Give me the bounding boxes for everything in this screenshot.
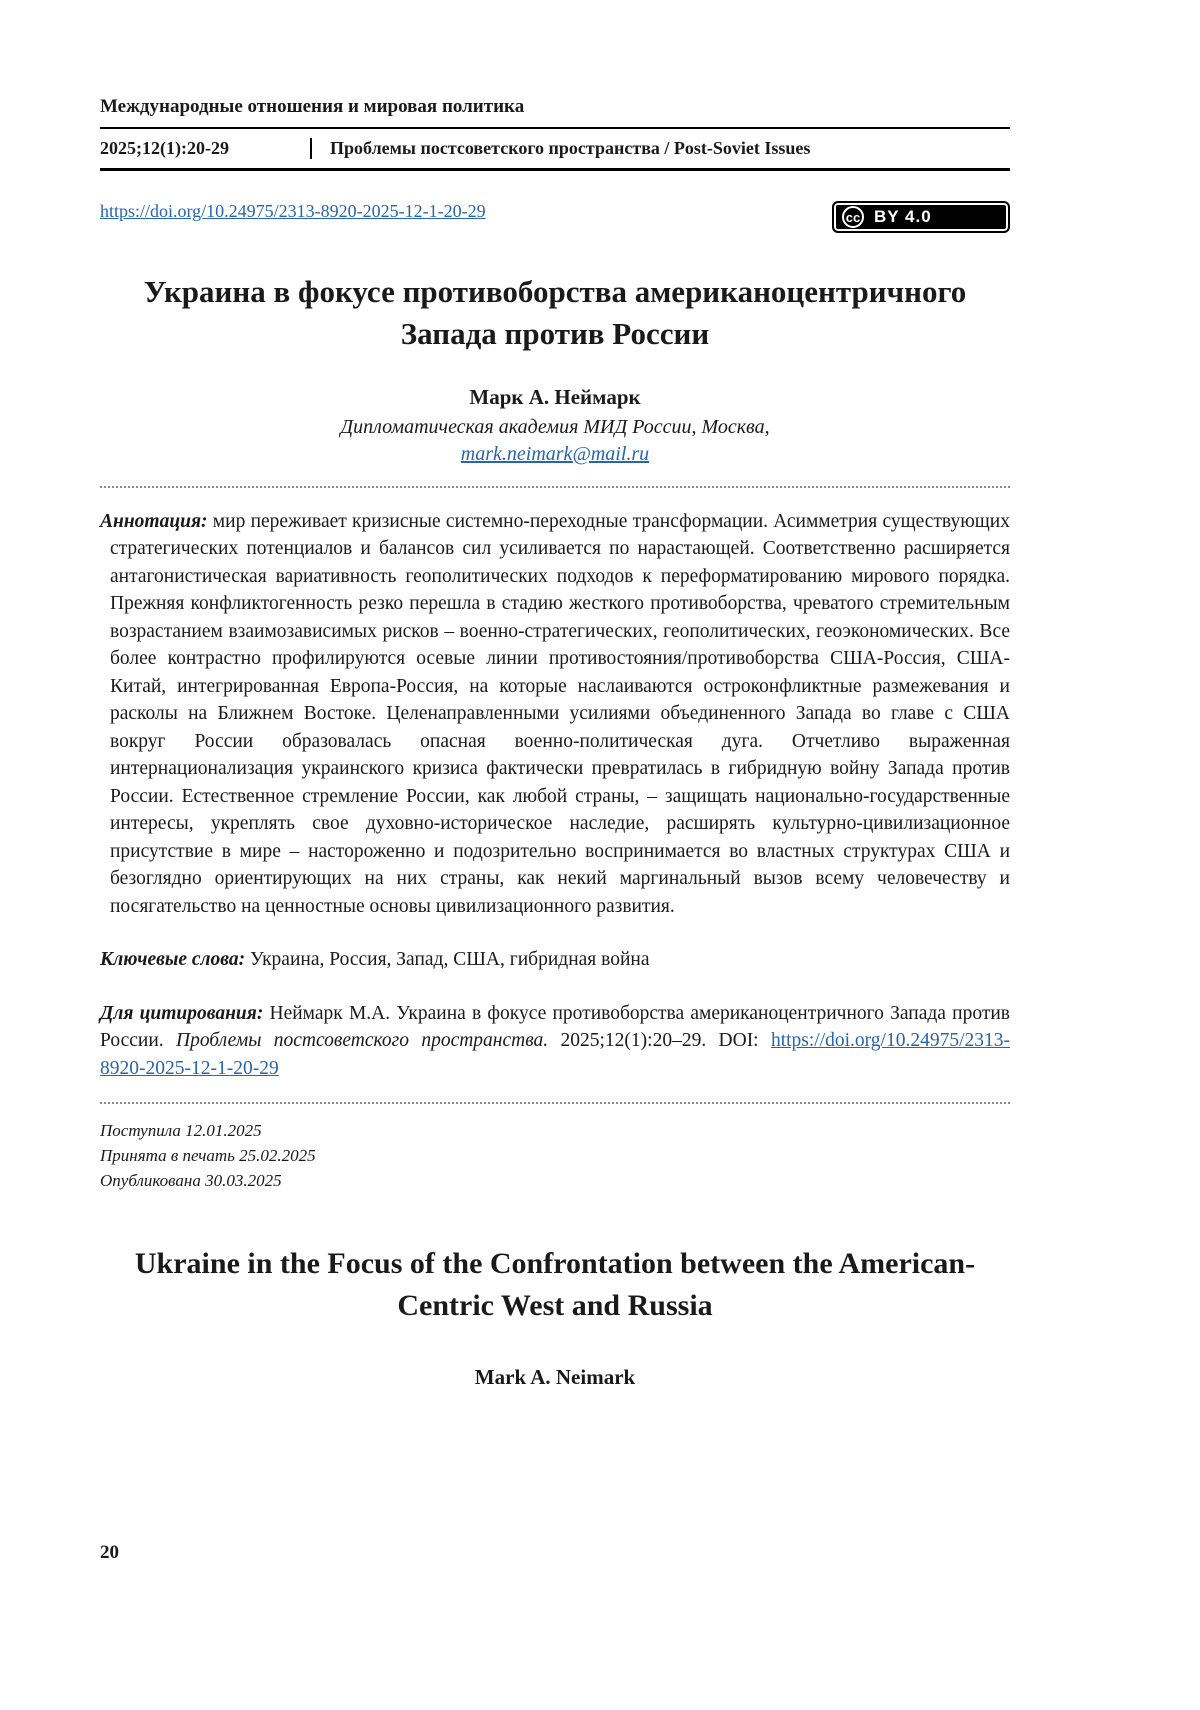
abstract-label: Аннотация: — [100, 510, 208, 532]
keywords-label: Ключевые слова: — [100, 949, 246, 971]
header-rule-bottom — [100, 168, 1010, 171]
cc-license-label: BY 4.0 — [874, 207, 932, 226]
issue-number: 2025;12(1):20-29 — [100, 138, 229, 158]
journal-name: Проблемы постсоветского пространства / Post-Soviet Issues — [330, 138, 811, 158]
citation-issue-text: 2025;12(1):20–29. DOI: — [548, 1030, 771, 1052]
date-published: Опубликована 30.03.2025 — [100, 1171, 282, 1191]
citation-text: Неймарк М.А. Украина в фокусе противоборства американоцентричного Запада против России. — [100, 1002, 1010, 1052]
keywords-paragraph — [100, 946, 1010, 974]
article-title-ru: Украина в фокусе противоборства американоцентричного Запада против России — [143, 274, 967, 351]
author-name-en: Mark A. Neimark — [474, 1365, 636, 1390]
article-title-en: Ukraine in the Focus of the Confrontation between the American-Centric West and Russia — [134, 1247, 976, 1323]
header-vertical-divider — [310, 138, 312, 159]
author-email-line — [100, 443, 1010, 466]
abstract-paragraph — [100, 508, 1010, 921]
journal-header-row — [100, 129, 1010, 168]
citation-doi-link[interactable]: https://doi.org/10.24975/2313-8920-2025-12-1-20-29 — [100, 1030, 1011, 1079]
date-accepted: Принята в печать 25.02.2025 — [100, 1146, 316, 1166]
article-page — [100, 0, 1010, 1390]
cc-icon: cc — [842, 206, 864, 228]
citation-paragraph — [100, 1000, 1010, 1083]
page-number: 20 — [100, 1542, 119, 1563]
cc-license-badge[interactable] — [832, 201, 1010, 233]
keywords-text: Украина, Россия, Запад, США, гибридная война — [245, 949, 650, 971]
doi-row — [100, 201, 1010, 233]
doi-link[interactable]: https://doi.org/10.24975/2313-8920-2025-12-1-20-29 — [100, 201, 486, 221]
author-email-link[interactable]: mark.neimark@mail.ru — [460, 442, 650, 465]
citation-label: Для цитирования: — [100, 1002, 264, 1024]
author-name-ru: Марк А. Неймарк — [469, 384, 641, 409]
article-dates — [100, 1118, 1010, 1193]
citation-journal-name: Проблемы постсоветского пространства. — [175, 1030, 549, 1052]
date-received: Поступила 12.01.2025 — [100, 1121, 262, 1141]
abstract-text: мир переживает кризисные системно-переходные трансформации. Асимметрия существующих стратегических потенциалов и балансов сил усиливается по нарастающей. Соответственно расширяется антагонистическая вариативность геополитических подходов к переформатированию мирового порядка. Прежняя конфликтогенность резко перешла в стадию жесткого противоборства, чреватого стремительным возрастанием взаимозависимых рисков – военно-стратегических, геополитических, геоэкономических. Все более контрастно профилируются осевые линии противостояния/противоборства США-Россия, США-Китай, интегрированная Европа-Россия, на которые наслаиваются остроконфликтные размежевания и расколы на Ближнем Востоке. Целенаправленными усилиями объединенного Запада во главе с США вокруг России образовалась опасная военно-политическая дуга. Отчетливо выраженная интернационализация украинского кризиса фактически превратилась в гибридную войну Запада против России. Естественное стремление России, как любой страны, – защищать национально-государственные интересы, укреплять свое духовно-историческое наследие, расширять культурно-цивилизационное присутствие в мире – настороженно и подозрительно воспринимается во властных структурах США и безоглядно ориентирующих на них страны, как некий маргинальный вызов всему человечеству и посягательство на ценностные основы цивилизационного развития. — [110, 510, 1010, 917]
dotted-divider-bottom — [100, 1102, 1010, 1104]
dotted-divider-top — [100, 486, 1010, 488]
author-affiliation: Дипломатическая академия МИД России, Москва, — [340, 415, 770, 438]
journal-section-title: Международные отношения и мировая политика — [100, 96, 525, 117]
